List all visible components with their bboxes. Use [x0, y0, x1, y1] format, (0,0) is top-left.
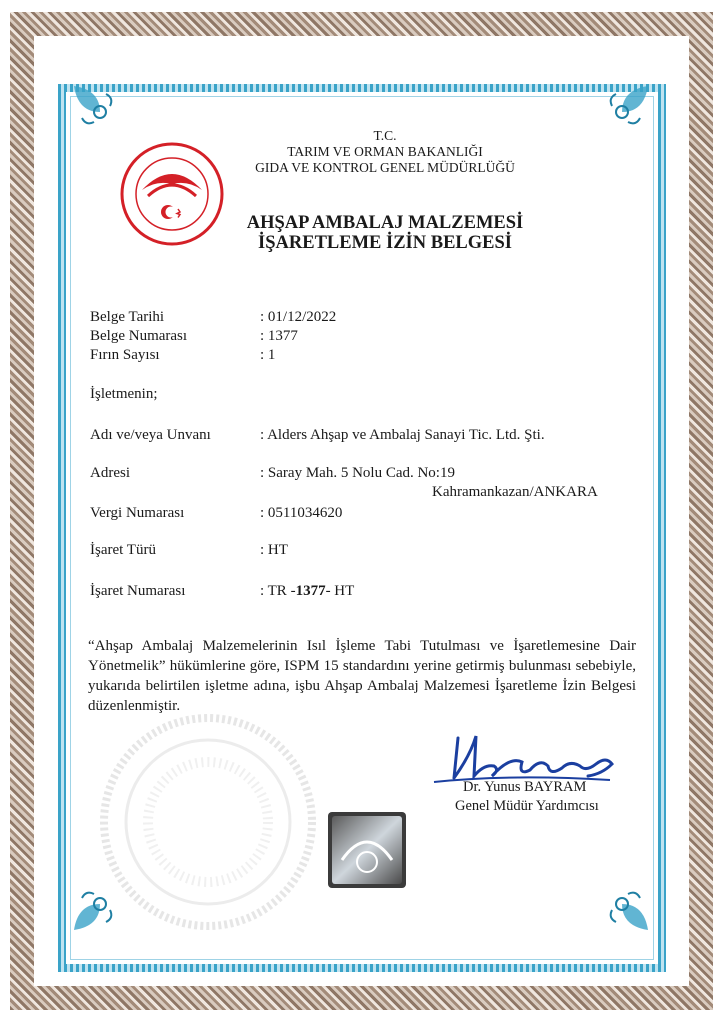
value-vergi: : 0511034620 — [260, 505, 343, 521]
signatory-name: Dr. Yunus BAYRAM — [463, 779, 587, 795]
value-firin-sayisi: : 1 — [260, 347, 276, 363]
document-title-line2: İŞARETLEME İZİN BELGESİ — [258, 233, 512, 253]
signatory-role: Genel Müdür Yardımcısı — [455, 798, 599, 814]
document-title-line1: AHŞAP AMBALAJ MALZEMESİ — [246, 213, 524, 233]
corner-ornament-icon — [592, 874, 652, 934]
label-belge-numarasi: Belge Numarası — [90, 328, 188, 344]
value-adres-line2: Kahramankazan/ANKARA — [432, 484, 598, 500]
label-isaret-numarasi: İşaret Numarası — [90, 583, 186, 599]
value-isaret-turu: : HT — [260, 542, 288, 558]
label-isaret-turu: İşaret Türü — [90, 542, 156, 558]
corner-ornament-icon — [592, 82, 652, 142]
label-firin-sayisi: Fırın Sayısı — [90, 347, 160, 363]
value-belge-tarihi: : 01/12/2022 — [260, 309, 337, 325]
mark-number: 1377 — [295, 583, 326, 599]
label-belge-tarihi: Belge Tarihi — [90, 309, 165, 325]
corner-ornament-icon — [70, 82, 130, 142]
label-unvan: Adı ve/veya Unvanı — [90, 427, 211, 443]
label-vergi: Vergi Numarası — [90, 505, 185, 521]
label-adres: Adresi — [90, 465, 130, 481]
value-adres: : Saray Mah. 5 Nolu Cad. No:19 — [260, 465, 455, 481]
header-ministry: TARIM VE ORMAN BAKANLIĞI — [287, 144, 483, 159]
value-belge-numarasi: : 1377 — [260, 328, 298, 344]
value-isaret-numarasi — [260, 582, 354, 600]
value-unvan: : Alders Ahşap ve Ambalaj Sanayi Tic. Ltd. Şti. — [260, 427, 545, 443]
mark-suffix: - HT — [325, 583, 355, 599]
header-tc: T.C. — [373, 128, 397, 143]
mark-prefix: : TR - — [260, 583, 296, 599]
label-isletmenin: İşletmenin; — [90, 386, 158, 402]
certificate-paragraph: “Ahşap Ambalaj Malzemelerinin Isıl İşleme Tabi Tutulması ve İşaretlemesine Dair Yönetmelik” hükümlerine göre, ISPM 15 standardını yerine getirmiş bulunması sebebiyle, yukarıda belirtilen işletme adına, işbu Ahşap Ambalaj Malzemesi İşaretleme İzin Belgesi düzenlenmiştir. — [88, 638, 636, 714]
hologram-sticker-icon — [326, 810, 408, 890]
header-directorate: GIDA VE KONTROL GENEL MÜDÜRLÜĞÜ — [255, 160, 515, 175]
embossed-seal-icon — [98, 712, 318, 932]
